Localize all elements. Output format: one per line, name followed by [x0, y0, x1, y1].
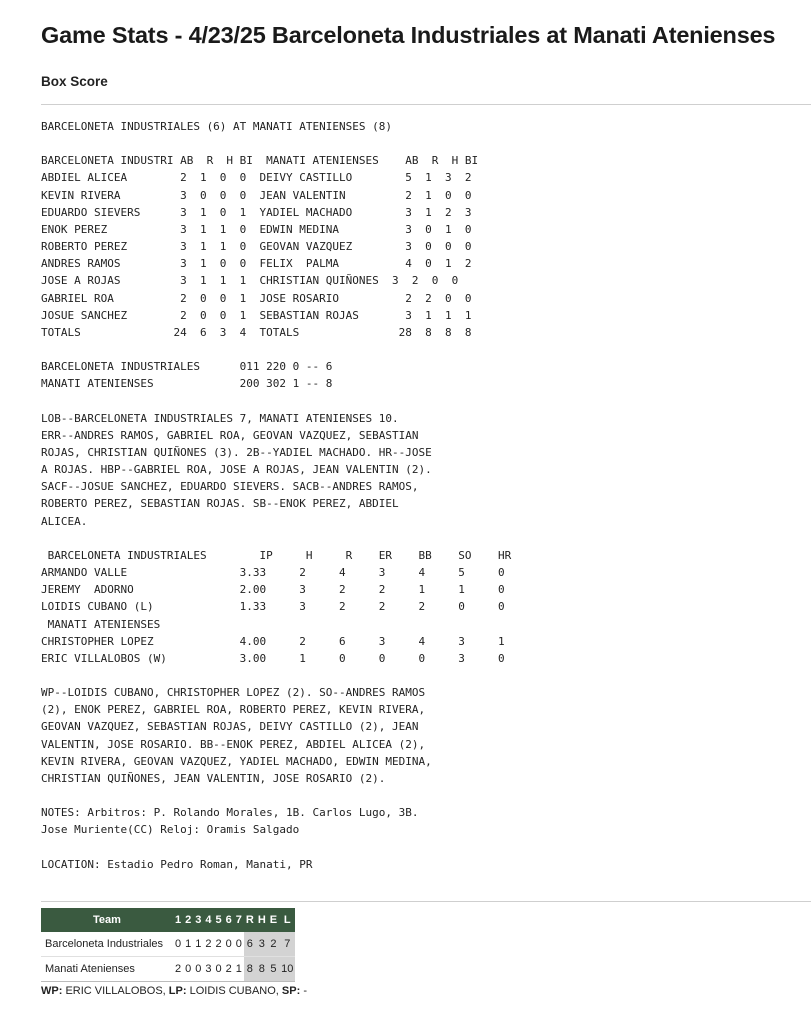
runs-cell: 6 [244, 932, 256, 957]
inning-cell: 3 [203, 957, 213, 982]
runs-cell: 8 [244, 957, 256, 982]
inning-cell: 0 [193, 957, 203, 982]
lp-label: LP: [168, 985, 187, 997]
header-inning-5: 5 [214, 908, 224, 932]
header-lob: L [279, 908, 295, 932]
lob-cell: 7 [279, 932, 295, 957]
header-team: Team [41, 908, 173, 932]
team-name: Barceloneta Industriales [41, 932, 173, 957]
wp-label: WP: [41, 985, 63, 997]
inning-cell: 0 [173, 932, 183, 957]
header-hits: H [256, 908, 268, 932]
inning-cell: 0 [224, 932, 234, 957]
page-title: Game Stats - 4/23/25 Barceloneta Industriales at Manati Atenienses [41, 22, 776, 48]
header-inning-2: 2 [183, 908, 193, 932]
losing-pitcher: LOIDIS CUBANO [189, 985, 276, 997]
header-inning-3: 3 [193, 908, 203, 932]
divider-bottom [41, 901, 811, 902]
inning-cell: 0 [214, 957, 224, 982]
header-errors: E [268, 908, 279, 932]
pitching-decisions: WP: ERIC VILLALOBOS, LP: LOIDIS CUBANO, SP: - [41, 985, 307, 997]
box-score-heading: Box Score [41, 74, 108, 89]
divider-top [41, 104, 811, 105]
inning-cell: 2 [214, 932, 224, 957]
inning-cell: 0 [183, 957, 193, 982]
inning-cell: 2 [203, 932, 213, 957]
table-row [41, 932, 295, 957]
hits-cell: 8 [256, 957, 268, 982]
lob-cell: 10 [279, 957, 295, 982]
header-inning-6: 6 [224, 908, 234, 932]
header-inning-4: 4 [203, 908, 213, 932]
errors-cell: 5 [268, 957, 279, 982]
header-inning-1: 1 [173, 908, 183, 932]
save-pitcher: - [303, 985, 307, 997]
hits-cell: 3 [256, 932, 268, 957]
inning-cell: 1 [193, 932, 203, 957]
winning-pitcher: ERIC VILLALOBOS [65, 985, 163, 997]
header-inning-7: 7 [234, 908, 244, 932]
team-name: Manati Atenienses [41, 957, 173, 982]
inning-cell: 2 [173, 957, 183, 982]
inning-cell: 0 [234, 932, 244, 957]
sp-label: SP: [281, 985, 301, 997]
box-score-text: BARCELONETA INDUSTRIALES (6) AT MANATI ATENIENSES (8) BARCELONETA INDUSTRI AB R H BI MANATI ATENIENSES AB R H BI ABDIEL ALICEA 2 1 0 0 DEIVY CASTILLO 5 1 3 2 KEVIN RIVERA 3 0 0 0 JEAN VALENTIN 2 1 0 0 EDUARDO SIEVERS 3 1 0 1 YADIEL MACHADO 3 1 2 3 ENOK PEREZ 3 1 1 0 EDWIN MEDINA 3 0 1 0 ROBERTO PEREZ 3 1 1 0 GEOVAN VAZQUEZ 3 0 0 0 ANDRES RAMOS 3 1 0 0 FELIX PALMA 4 0 1 2 JOSE A ROJAS 3 1 1 1 CHRISTIAN QUIÑONES 3 2 0 0 GABRIEL ROA 2 0 0 1 JOSE ROSARIO 2 2 0 0 JOSUE SANCHEZ 2 0 0 1 SEBASTIAN ROJAS 3 1 1 1 TOTALS 24 6 3 4 TOTALS 28 8 8 8 BARCELONETA INDUSTRIALES 011 220 0 -- 6 MANATI ATENIENSES 200 302 1 -- 8 LOB--BARCELONETA INDUSTRIALES 7, MANATI ATENIENSES 10. ERR--ANDRES RAMOS, GABRIEL ROA, GEOVAN VAZQUEZ, SEBASTIAN ROJAS, CHRISTIAN QUIÑONES (3). 2B--YADIEL MACHADO. HR--JOSE A ROJAS. HBP--GABRIEL ROA, JOSE A ROJAS, JEAN VALENTIN (2). SACF--JOSUE SANCHEZ, EDUARDO SIEVERS. SACB--ANDRES RAMOS, ROBERTO PEREZ, SEBASTIAN ROJAS. SB--ENOK PEREZ, ABDIEL ALICEA. BARCELONETA INDUSTRIALES IP H R ER BB SO HR ARMANDO VALLE 3.33 2 4 3 4 5 0 JEREMY ADORNO 2.00 3 2 2 1 1 0 LOIDIS CUBANO (L) 1.33 3 2 2 2 0 0 MANATI ATENIENSES CHRISTOPHER LOPEZ 4.00 2 6 3 4 3 1 ERIC VILLALOBOS (W) 3.00 1 0 0 0 3 0 WP--LOIDIS CUBANO, CHRISTOPHER LOPEZ (2). SO--ANDRES RAMOS (2), ENOK PEREZ, GABRIEL ROA, ROBERTO PEREZ, KEVIN RIVERA, GEOVAN VAZQUEZ, SEBASTIAN ROJAS, DEIVY CASTILLO (2), JEAN VALENTIN, JOSE ROSARIO. BB--ENOK PEREZ, ABDIEL ALICEA (2), KEVIN RIVERA, GEOVAN VAZQUEZ, YADIEL MACHADO, EDWIN MEDINA, CHRISTIAN QUIÑONES, JEAN VALENTIN, JOSE ROSARIO (2). NOTES: Arbitros: P. Rolando Morales, 1B. Carlos Lugo, 3B. Jose Muriente(CC) Reloj: Oramis Salgado LOCATION: Estadio Pedro Roman, Manati, PR [41, 120, 512, 871]
table-row [41, 957, 295, 982]
inning-cell: 2 [224, 957, 234, 982]
header-runs: R [244, 908, 256, 932]
inning-cell: 1 [234, 957, 244, 982]
linescore-header-row [41, 908, 295, 932]
inning-cell: 1 [183, 932, 193, 957]
errors-cell: 2 [268, 932, 279, 957]
linescore-table [41, 908, 295, 982]
